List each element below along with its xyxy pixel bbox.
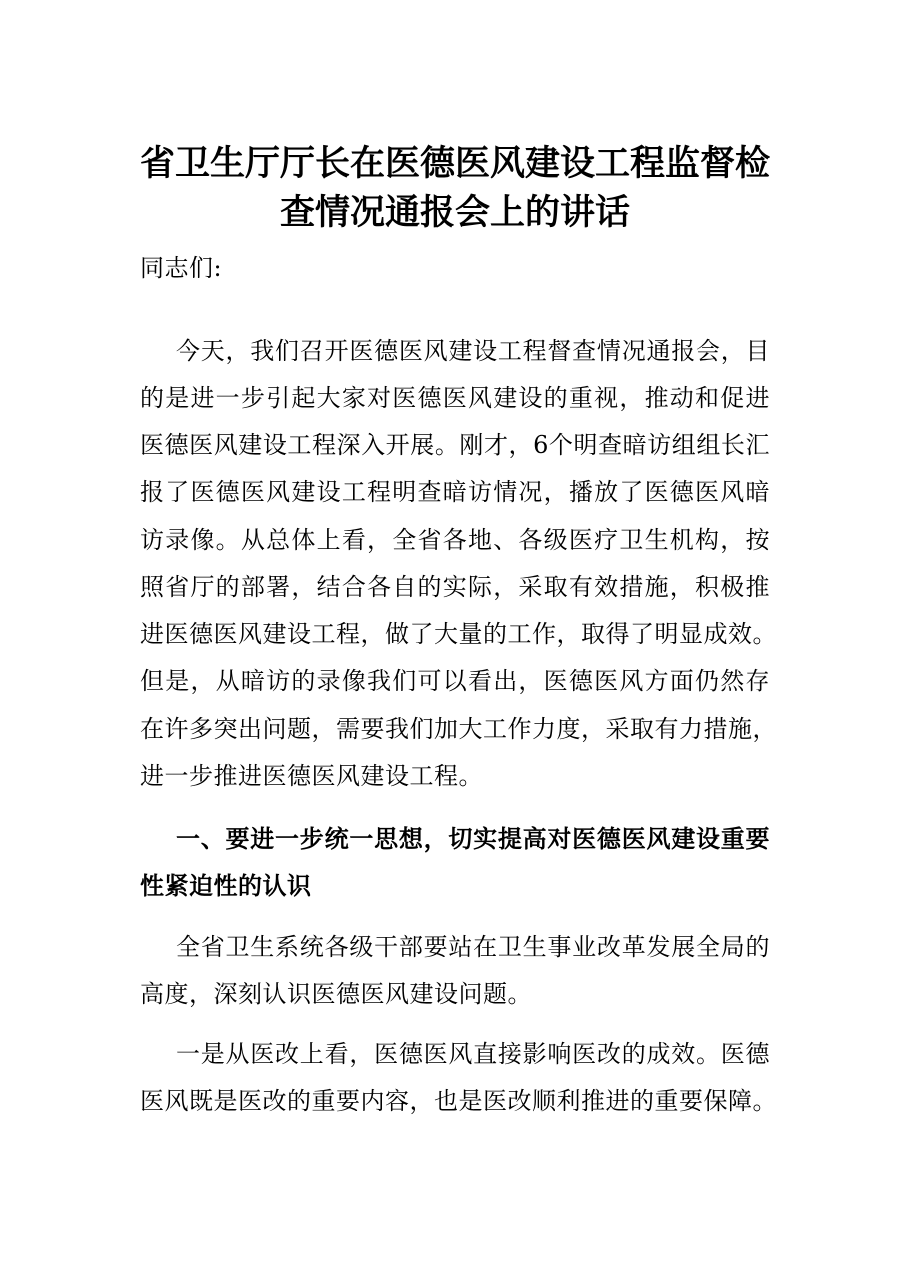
section-heading-line: 一、要进一步统一思想，切实提高对医德医风建设重要 [176, 824, 770, 853]
paragraph1-line: 访录像。从总体上看，全省各地、各级医疗卫生机构，按 [140, 526, 770, 554]
paragraph1-line: 但是，从暗访的录像我们可以看出，医德医风方面仍然存 [140, 667, 770, 695]
paragraph1-line: 进一步推进医德医风建设工程。 [140, 762, 483, 790]
document-title-line-2: 查情况通报会上的讲话 [279, 192, 630, 233]
section-heading-line: 性紧迫性的认识 [140, 871, 312, 900]
paragraph1-line: 照省厅的部署，结合各自的实际，采取有效措施，积极推 [140, 573, 770, 601]
paragraph1-line: 在许多突出问题，需要我们加大工作力度，采取有力措施， [140, 715, 777, 743]
paragraph3-line: 一是从医改上看，医德医风直接影响医改的成效。医德 [176, 1040, 770, 1068]
paragraph2-line: 高度，深刻认识医德医风建设问题。 [140, 980, 532, 1008]
paragraph3-line: 医风既是医改的重要内容，也是医改顺利推进的重要保障。 [140, 1087, 777, 1115]
salutation: 同志们: [140, 254, 223, 282]
paragraph2-line: 全省卫生系统各级干部要站在卫生事业改革发展全局的 [176, 933, 770, 961]
paragraph1-line: 的是进一步引起大家对医德医风建设的重视，推动和促进 [140, 384, 770, 412]
paragraph1-line: 医德医风建设工程深入开展。刚才，6个明查暗访组组长汇 [140, 431, 770, 459]
document-title-line-1: 省卫生厅厅长在医德医风建设工程监督检 [140, 143, 771, 184]
paragraph1-line: 报了医德医风建设工程明查暗访情况，播放了医德医风暗 [140, 478, 770, 506]
paragraph1-line: 进医德医风建设工程，做了大量的工作，取得了明显成效。 [140, 620, 777, 648]
paragraph1-line: 今天，我们召开医德医风建设工程督查情况通报会，目 [176, 337, 770, 365]
